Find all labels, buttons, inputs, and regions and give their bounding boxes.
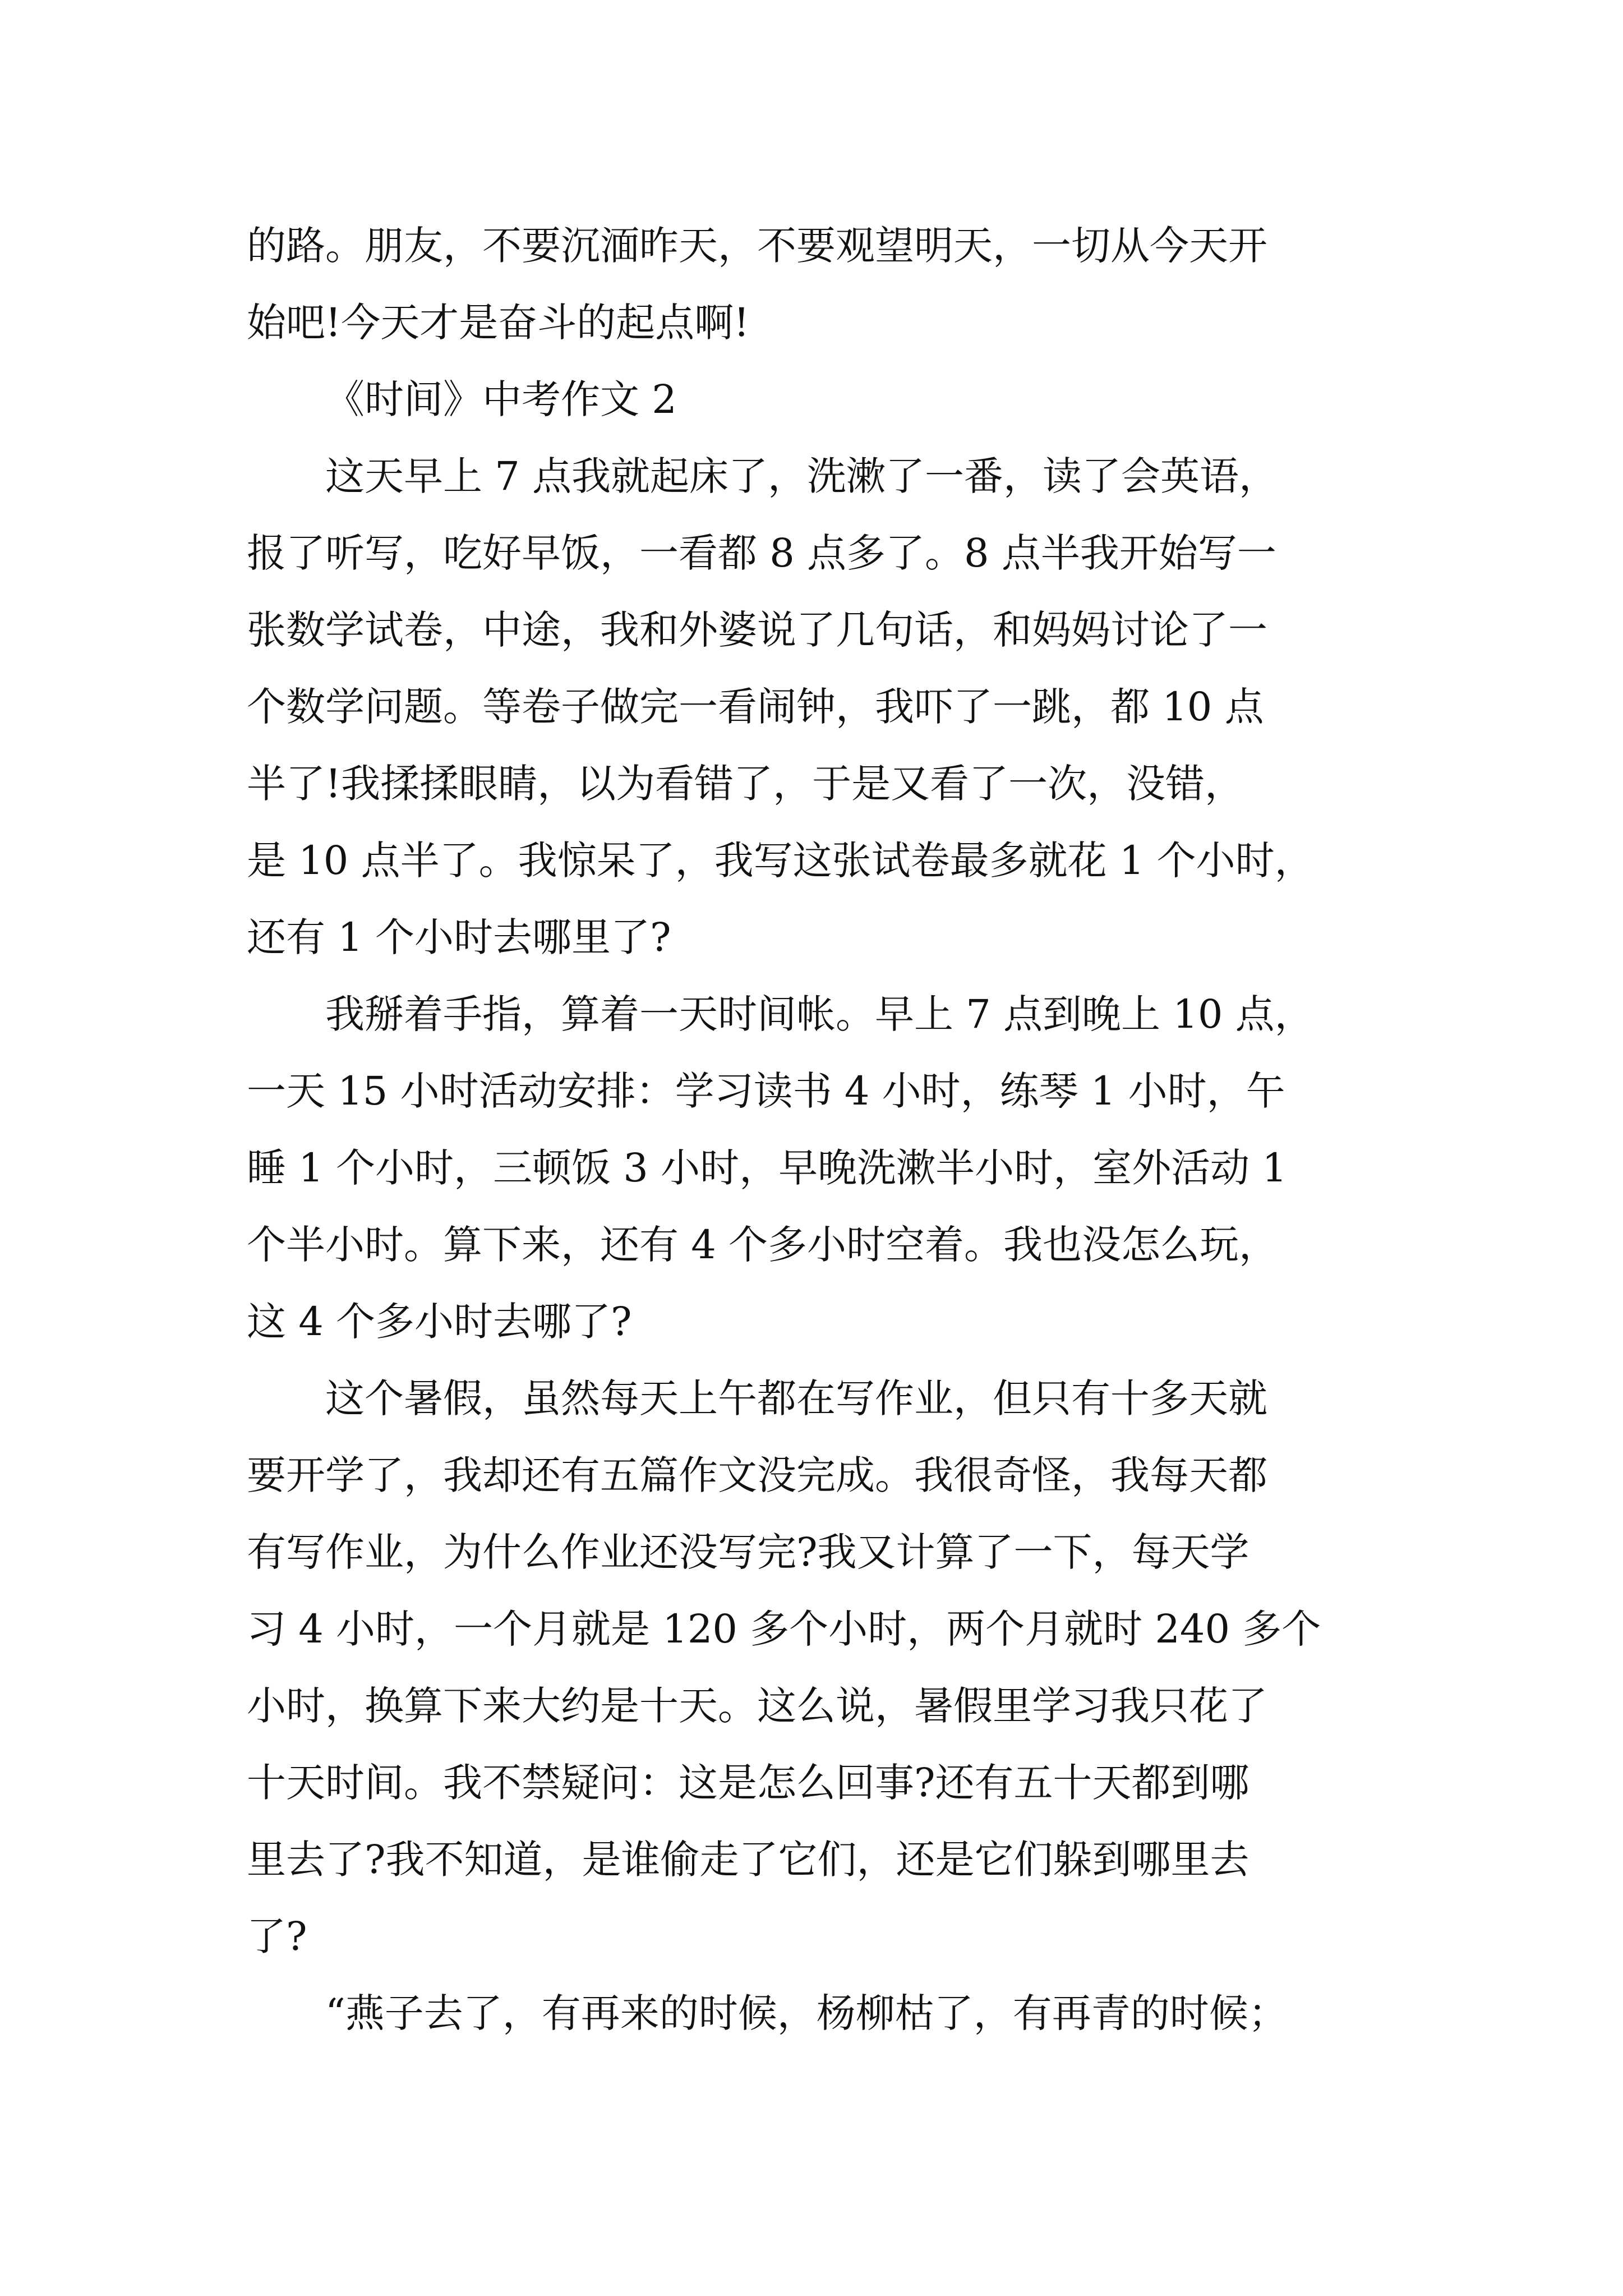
text-line: 十天时间。我不禁疑问：这是怎么回事?还有五十天都到哪 (247, 1760, 1249, 1806)
text-line: 个半小时。算下来，还有 4 个多小时空着。我也没怎么玩， (247, 1222, 1279, 1268)
text-line: 习 4 小时，一个月就是 120 多个小时，两个月就时 240 多个 (247, 1606, 1321, 1652)
text-line: 个数学问题。等卷子做完一看闹钟，我吓了一跳，都 10 点 (247, 684, 1264, 730)
text-line: 始吧!今天才是奋斗的起点啊! (247, 300, 750, 346)
text-line: 是 10 点半了。我惊呆了，我写这张试卷最多就花 1 个小时， (247, 838, 1314, 884)
text-line: 一天 15 小时活动安排：学习读书 4 小时，练琴 1 小时，午 (247, 1068, 1285, 1114)
text-line: 的路。朋友，不要沉湎昨天，不要观望明天，一切从今天开 (247, 223, 1267, 269)
text-line: 睡 1 个小时，三顿饭 3 小时，早晚洗漱半小时，室外活动 1 (247, 1145, 1287, 1191)
paragraph-start: 这天早上 7 点我就起床了，洗漱了一番，读了会英语， (325, 453, 1279, 499)
paragraph-start: 我掰着手指，算着一天时间帐。早上 7 点到晚上 10 点， (325, 991, 1314, 1037)
text-line: 有写作业，为什么作业还没写完?我又计算了一下，每天学 (247, 1529, 1249, 1575)
text-line: 里去了?我不知道，是谁偷走了它们，还是它们躲到哪里去 (247, 1837, 1249, 1883)
text-line: 半了!我揉揉眼睛，以为看错了，于是又看了一次，没错， (247, 761, 1244, 807)
essay-body (247, 208, 1385, 2052)
text-line: 要开学了，我却还有五篇作文没完成。我很奇怪，我每天都 (247, 1452, 1267, 1498)
text-line: 这 4 个多小时去哪了? (247, 1299, 632, 1345)
text-line: 张数学试卷，中途，我和外婆说了几句话，和妈妈讨论了一 (247, 607, 1267, 653)
text-line: 小时，换算下来大约是十天。这么说，暑假里学习我只花了 (247, 1683, 1267, 1729)
text-line: 报了听写，吃好早饭，一看都 8 点多了。8 点半我开始写一 (247, 530, 1276, 576)
text-line: 还有 1 个小时去哪里了? (247, 914, 671, 960)
paragraph-start: “燕子去了，有再来的时候，杨柳枯了，有再青的时候； (325, 1990, 1288, 2036)
essay-title: 《时间》中考作文 2 (325, 376, 677, 422)
paragraph-start: 这个暑假，虽然每天上午都在写作业，但只有十多天就 (325, 1375, 1267, 1421)
text-line: 了? (247, 1913, 307, 1959)
